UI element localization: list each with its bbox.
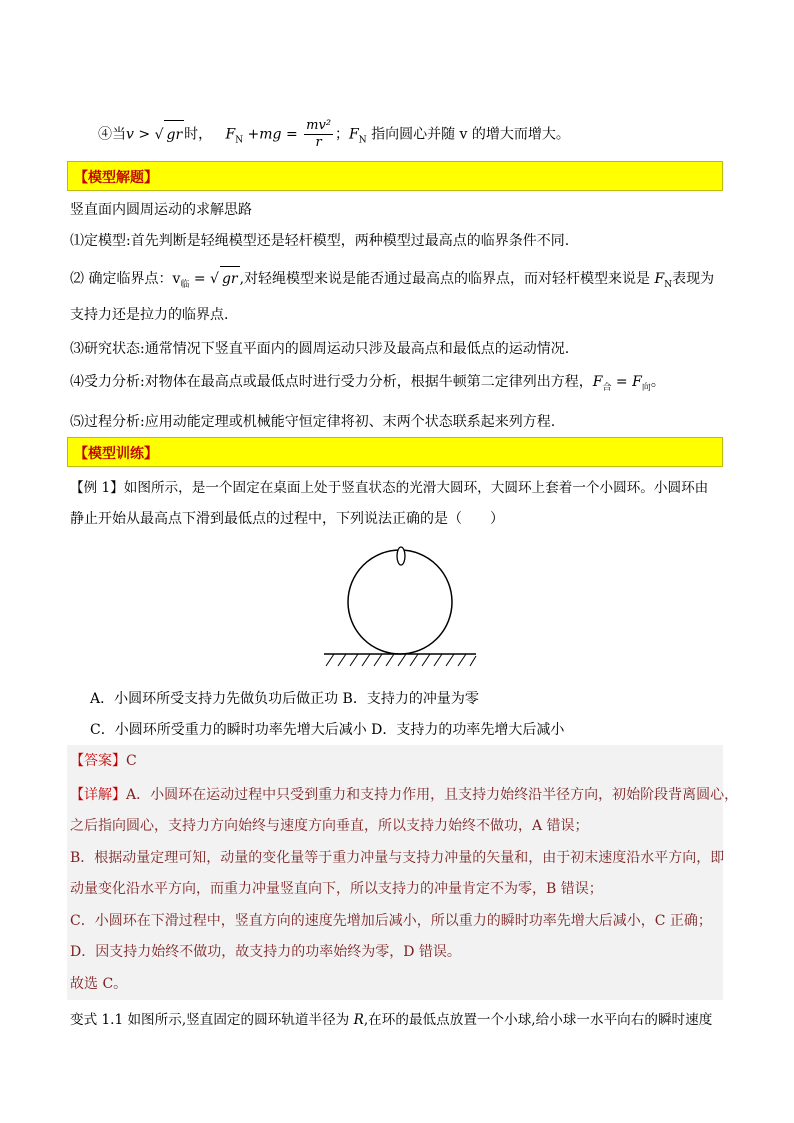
ring-on-table-figure <box>320 542 480 672</box>
section-title-bar-training: 【模型训练】 <box>67 437 723 467</box>
variant-1-1: 变式 1.1 如图所示,竖直固定的圆环轨道半径为 R,在环的最低点放置一个小球,给小球一水平向右的瞬时速度 <box>70 1012 713 1028</box>
detail-a-1: 【详解】A．小圆环在运动过程中只受到重力和支持力作用，且支持力始终沿半径方向，初始阶段背离圆心， <box>70 787 739 803</box>
condition-4: ④当v > √ gr 时， $F_N +mg$ = $\frac{\text{mv²}}{r}$ ；$F_N$ 指向圆心并随 v 的增大而增大。 <box>98 118 570 150</box>
solution-step-5: ⑸过程分析:应用动能定理或机械能守恒定律将初、末两个状态联系起来列方程. <box>70 414 556 430</box>
solution-step-1: ⑴定模型:首先判断是轻绳模型还是轻杆模型，两种模型过最高点的临界条件不同. <box>70 233 570 249</box>
large-ring <box>348 550 452 654</box>
sqrt-gr: √ gr <box>155 127 185 143</box>
answer-line: 【答案】C <box>70 753 137 769</box>
small-ring <box>397 547 405 565</box>
detail-b-2: 动量变化沿水平方向，而重力冲量竖直向下，所以支持力的冲量肯定不为零，B 错误； <box>70 881 603 897</box>
solution-step-3: ⑶研究状态:通常情况下竖直平面内的圆周运动只涉及最高点和最低点的运动情况. <box>70 341 570 357</box>
detail-d: D．因支持力始终不做功，故支持力的功率始终为零，D 错误。 <box>70 944 461 960</box>
detail-c: C．小圆环在下滑过程中，竖直方向的速度先增加后减小，所以重力的瞬时功率先增大后减小，C 正确； <box>70 913 712 929</box>
solution-intro: 竖直面内圆周运动的求解思路 <box>70 202 252 218</box>
options-c-d: C．小圆环所受重力的瞬时功率先增大后减小 D．支持力的功率先增大后减小 <box>90 722 565 738</box>
solution-step-4: ⑷受力分析:对物体在最高点或最低点时进行受力分析，根据牛顿第二定律列出方程，$F_合 = F_向$。 <box>70 374 665 393</box>
conclusion: 故选 C。 <box>70 976 128 992</box>
table-hatching <box>326 654 476 666</box>
section-title-bar: 【模型解题】 <box>67 161 723 191</box>
solution-step-2-cont: 支持力还是拉力的临界点. <box>70 307 229 323</box>
example-1-line-2: 静止开始从最高点下滑到最低点的过程中，下列说法正确的是（ ） <box>70 511 504 527</box>
example-1-line-1: 【例 1】如图所示，是一个固定在桌面上处于竖直状态的光滑大圆环，大圆环上套着一个小圆环。小圆环由 <box>70 480 709 496</box>
detail-a-2: 之后指向圆心，支持力方向始终与速度方向垂直，所以支持力始终不做功，A 错误； <box>70 818 589 834</box>
detail-b-1: B．根据动量定理可知，动量的变化量等于重力冲量与支持力冲量的矢量和，由于初末速度沿水平方向，即 <box>70 850 725 866</box>
solution-step-2: ⑵ 确定临界点：$v_临$ = √ gr ,对轻绳模型来说是能否通过最高点的临界点，而对轻杆模型来说是 $F_N$表现为 <box>70 266 714 297</box>
fraction-mv2-r: $\frac{\text{mv²}}{r}$ <box>306 118 332 150</box>
options-a-b: A．小圆环所受支持力先做负功后做正功 B．支持力的冲量为零 <box>90 691 479 707</box>
